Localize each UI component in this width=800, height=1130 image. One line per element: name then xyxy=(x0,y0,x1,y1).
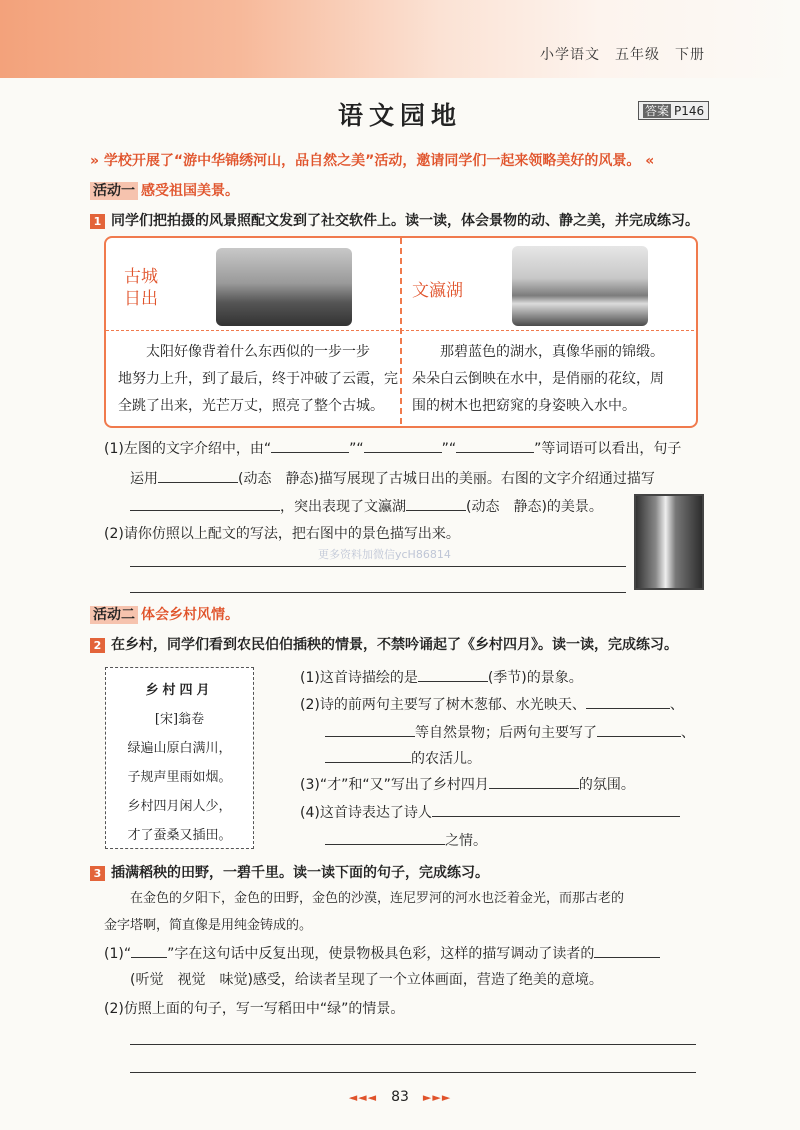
q1-text: ，突出表现了文瀛湖 xyxy=(280,499,406,515)
activity-1-heading xyxy=(90,180,239,200)
q3-paragraph-line: 金字塔啊，简直像是用纯金铸成的。 xyxy=(104,918,313,933)
activity-2-text: 体会乡村风情。 xyxy=(141,607,239,623)
left-caption xyxy=(118,339,398,420)
q3-sub1-line2: (听觉 视觉 味觉)感受，给读者呈现了一个立体画面，营造了绝美的意境。 xyxy=(130,972,603,988)
q3-text: ”字在这句话中反复出现，使景物极具色彩，这样的描写调动了读者的 xyxy=(167,946,595,962)
old-city-sunrise-photo xyxy=(216,248,352,326)
waterfall-photo xyxy=(634,494,704,590)
q3-text: (1)“ xyxy=(104,946,132,962)
q2-text: 的氛围。 xyxy=(578,777,635,793)
q1-sub1-line2 xyxy=(130,468,655,489)
left-caption-line: 太阳好像背着什么东西似的一步一步 xyxy=(118,344,370,360)
intro-close-arrows: « xyxy=(645,153,655,169)
poem-title: 乡村四月 xyxy=(145,683,214,698)
poem-line: 才了蚕桑又插田。 xyxy=(127,828,232,843)
answer-blank[interactable] xyxy=(489,774,579,789)
q1-text: (1)左图的文字介绍中，由“ xyxy=(104,441,272,457)
answer-blank[interactable] xyxy=(456,438,534,453)
page-number: 83 xyxy=(391,1089,409,1105)
poem-line: 子规声里雨如烟。 xyxy=(127,770,232,785)
q2-text: (季节)的景象。 xyxy=(487,670,583,686)
question-3-prompt: 插满稻秧的田野，一碧千里。读一读下面的句子，完成练习。 xyxy=(111,865,489,881)
question-1-number: 1 xyxy=(90,214,105,229)
q2-sub2-line2 xyxy=(325,722,695,743)
watermark: 更多资料加微信ycH86814 xyxy=(318,548,451,561)
q2-text: 、 xyxy=(681,725,695,741)
q2-text: (3)“才”和“又”写出了乡村四月 xyxy=(300,777,489,793)
answer-blank[interactable] xyxy=(597,722,681,737)
q1-text: 运用 xyxy=(130,471,158,487)
page-title: 语文园地 xyxy=(337,101,462,130)
writing-line[interactable] xyxy=(130,1072,696,1073)
intro-line xyxy=(90,150,654,170)
answer-blank[interactable] xyxy=(586,694,670,709)
q3-paragraph xyxy=(104,885,624,939)
q1-sub2: (2)请你仿照以上配文的写法，把右图中的景色描写出来。 xyxy=(104,526,460,542)
intro-text: 学校开展了“游中华锦绣河山，品自然之美”活动，邀请同学们一起来领略美好的风景。 xyxy=(103,153,641,169)
right-caption-line: 朵朵白云倒映在水中，是俏丽的花纹，周 xyxy=(412,371,664,387)
poem-author: [宋]翁卷 xyxy=(154,712,205,727)
poem-box xyxy=(105,667,254,849)
q2-sub4-line2 xyxy=(325,830,487,851)
left-caption-line: 地努力上升，到了最后，终于冲破了云霞，完 xyxy=(118,371,398,387)
question-2-number: 2 xyxy=(90,638,105,653)
q1-sub1-line3 xyxy=(130,496,603,517)
question-3-number: 3 xyxy=(90,866,105,881)
answer-blank[interactable] xyxy=(271,438,349,453)
writing-line[interactable] xyxy=(130,592,626,593)
answer-blank[interactable] xyxy=(131,943,167,958)
q2-sub2-line3 xyxy=(325,748,481,769)
poem-line: 绿遍山原白满川， xyxy=(127,741,232,756)
question-1-prompt: 同学们把拍摄的风景照配文发到了社交软件上。读一读，体会景物的动、静之美，并完成练习。 xyxy=(111,213,699,229)
old-city-label-line1: 古城 xyxy=(124,267,158,287)
right-caption-line: 围的树木也把窈窕的身姿映入水中。 xyxy=(412,398,636,414)
q2-sub3 xyxy=(300,774,635,795)
q1-text: (动态 静态)描写展现了古城日出的美丽。右图的文字介绍通过描写 xyxy=(238,471,655,487)
q2-text: 的农活儿。 xyxy=(411,751,481,767)
q2-text: (4)这首诗表达了诗人 xyxy=(300,805,432,821)
wenying-lake-photo xyxy=(512,246,648,326)
q1-text: ”“ xyxy=(349,441,364,457)
q2-sub4-line1 xyxy=(300,802,680,823)
right-arrows-icon: ►►► xyxy=(422,1091,452,1104)
q2-text: 、 xyxy=(669,697,684,713)
answer-reference xyxy=(638,101,709,120)
panel-divider-vertical xyxy=(400,238,402,424)
activity-1-label: 活动一 xyxy=(90,182,138,200)
question-2 xyxy=(90,634,678,654)
page-footer xyxy=(0,1086,800,1106)
answer-blank[interactable] xyxy=(130,496,280,511)
left-arrows-icon: ◄◄◄ xyxy=(348,1091,378,1104)
q2-sub1 xyxy=(300,667,583,688)
answer-blank[interactable] xyxy=(325,830,445,845)
panel-divider-horizontal xyxy=(106,330,694,331)
question-3 xyxy=(90,862,489,882)
answer-blank[interactable] xyxy=(325,722,415,737)
q2-text: 之情。 xyxy=(445,833,487,849)
q1-text: ”等词语可以看出，句子 xyxy=(534,441,682,457)
q3-sub2: (2)仿照上面的句子，写一写稻田中“绿”的情景。 xyxy=(104,1001,405,1017)
right-caption xyxy=(412,339,692,420)
question-1 xyxy=(90,210,699,230)
old-city-label-line2: 日出 xyxy=(124,289,158,309)
answer-blank[interactable] xyxy=(325,748,411,763)
q2-text: (2)诗的前两句主要写了树木葱郁、水光映天、 xyxy=(300,697,586,713)
answer-blank[interactable] xyxy=(364,438,442,453)
writing-line[interactable] xyxy=(130,566,626,567)
q2-text: 等自然景物；后两句主要写了 xyxy=(415,725,597,741)
answer-page: P146 xyxy=(674,104,705,118)
q3-paragraph-line: 在金色的夕阳下，金色的田野，金色的沙漠，连尼罗河的河水也泛着金光，而那古老的 xyxy=(104,891,625,906)
q2-sub2-line1 xyxy=(300,694,684,715)
answer-blank[interactable] xyxy=(594,943,660,958)
wenying-lake-label: 文瀛湖 xyxy=(412,281,463,301)
question-2-prompt: 在乡村，同学们看到农民伯伯插秧的情景，不禁吟诵起了《乡村四月》。读一读，完成练习。 xyxy=(111,637,678,653)
q1-sub1-line1 xyxy=(104,438,681,459)
answer-blank[interactable] xyxy=(406,496,466,511)
old-city-sunrise-label xyxy=(124,266,158,310)
q1-text: (动态 静态)的美景。 xyxy=(466,499,603,515)
right-caption-line: 那碧蓝色的湖水，真像华丽的锦缎。 xyxy=(412,344,664,360)
q2-text: (1)这首诗描绘的是 xyxy=(300,670,418,686)
book-header: 小学语文 五年级 下册 xyxy=(540,47,705,63)
activity-2-heading xyxy=(90,604,239,624)
poem-line: 乡村四月闲人少， xyxy=(127,799,232,814)
q3-sub1-line1 xyxy=(104,943,660,964)
answer-blank[interactable] xyxy=(158,468,238,483)
writing-line[interactable] xyxy=(130,1044,696,1045)
activity-2-label: 活动二 xyxy=(90,606,138,624)
left-caption-line: 全跳了出来，光芒万丈，照亮了整个古城。 xyxy=(118,398,384,414)
answer-blank[interactable] xyxy=(432,802,680,817)
answer-tag: 答案 xyxy=(645,104,670,118)
intro-open-arrows: » xyxy=(90,153,100,169)
top-banner xyxy=(0,0,800,78)
q1-text: ”“ xyxy=(441,441,457,457)
activity-1-text: 感受祖国美景。 xyxy=(141,183,239,199)
answer-blank[interactable] xyxy=(418,667,488,682)
